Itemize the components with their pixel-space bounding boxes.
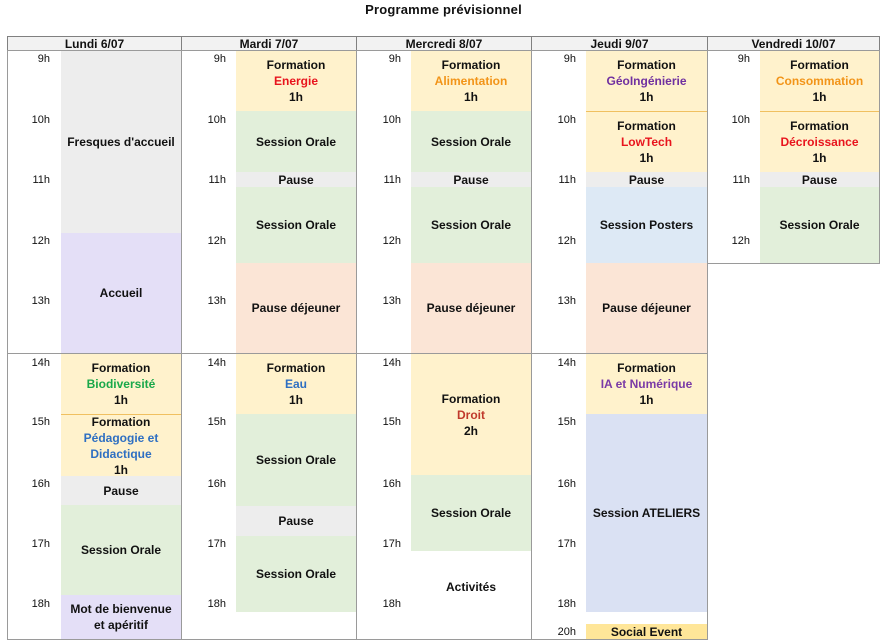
hour-label: 9h [388, 53, 401, 65]
event-session-orale: Session Orale [61, 505, 181, 595]
hour-label: 16h [557, 478, 576, 490]
hour-label: 10h [557, 114, 576, 126]
hour-label: 14h [557, 357, 576, 369]
event-pause-dejeuner: Pause déjeuner [411, 263, 531, 353]
hour-label: 17h [382, 538, 401, 550]
event-activites: Activités [445, 580, 497, 594]
event-formation-droit: Formation Droit 2h [411, 354, 531, 475]
event-pause-dejeuner: Pause déjeuner [586, 263, 707, 353]
hour-label: 17h [557, 538, 576, 550]
hour-label: 11h [32, 174, 50, 186]
hour-label: 13h [31, 295, 50, 307]
hour-label: 14h [207, 357, 226, 369]
day-header-wednesday: Mercredi 8/07 [356, 36, 532, 51]
hour-label: 17h [31, 538, 50, 550]
event-session-ateliers: Session ATELIERS [586, 414, 707, 612]
hour-label: 14h [382, 357, 401, 369]
hour-label: 12h [557, 235, 576, 247]
hour-label: 11h [383, 174, 401, 186]
event-session-orale: Session Orale [411, 475, 531, 551]
event-pause: Pause [236, 506, 356, 536]
event-formation-lowtech: Formation LowTech 1h [586, 111, 707, 172]
hour-label: 13h [557, 295, 576, 307]
event-session-orale: Session Orale [236, 414, 356, 506]
hour-label: 18h [207, 598, 226, 610]
event-accueil: Accueil [61, 233, 181, 353]
event-pause-dejeuner: Pause déjeuner [236, 263, 356, 353]
hour-label: 15h [382, 416, 401, 428]
hour-label: 11h [208, 174, 226, 186]
hour-label: 16h [207, 478, 226, 490]
hour-label: 10h [207, 114, 226, 126]
event-pause: Pause [586, 172, 707, 187]
event-session-orale: Session Orale [411, 187, 531, 263]
event-session-orale: Session Orale [236, 187, 356, 263]
page-title: Programme prévisionnel [365, 2, 522, 17]
day-header-thursday: Jeudi 9/07 [531, 36, 708, 51]
hour-label: 12h [731, 235, 750, 247]
event-formation-energie: Formation Energie 1h [236, 51, 356, 111]
event-session-orale: Session Orale [236, 536, 356, 612]
event-formation-consommation: Formation Consommation 1h [760, 51, 879, 111]
hour-label: 18h [382, 598, 401, 610]
hour-label: 12h [31, 235, 50, 247]
hour-label: 18h [31, 598, 50, 610]
hour-label: 13h [382, 295, 401, 307]
hour-label: 9h [737, 53, 750, 65]
hour-label: 15h [207, 416, 226, 428]
event-social-event: Social Event [586, 624, 707, 639]
hour-label: 15h [557, 416, 576, 428]
event-formation-eau: Formation Eau 1h [236, 354, 356, 414]
event-pause: Pause [61, 476, 181, 505]
event-fresques-accueil: Fresques d'accueil [61, 51, 181, 233]
hour-label: 9h [37, 53, 50, 65]
hour-label: 10h [382, 114, 401, 126]
event-session-orale: Session Orale [760, 187, 879, 263]
day-header-monday: Lundi 6/07 [7, 36, 182, 51]
hour-label: 12h [382, 235, 401, 247]
hour-label: 11h [558, 174, 576, 186]
hour-label: 20h [557, 626, 576, 638]
hour-label: 9h [563, 53, 576, 65]
hour-label: 9h [213, 53, 226, 65]
hour-label: 12h [207, 235, 226, 247]
event-session-posters: Session Posters [586, 187, 707, 263]
hour-label: 14h [31, 357, 50, 369]
event-session-orale: Session Orale [411, 111, 531, 172]
hour-label: 15h [31, 416, 50, 428]
event-mot-de-bienvenue: Mot de bienvenue et apéritif [61, 595, 181, 639]
event-formation-ia-numerique: Formation IA et Numérique 1h [586, 354, 707, 414]
event-pause: Pause [411, 172, 531, 187]
event-pause: Pause [760, 172, 879, 187]
event-formation-alimentation: Formation Alimentation 1h [411, 51, 531, 111]
event-formation-geoingenierie: Formation GéoIngénierie 1h [586, 51, 707, 111]
event-session-orale: Session Orale [236, 111, 356, 172]
hour-label: 10h [731, 114, 750, 126]
event-pause: Pause [236, 172, 356, 187]
hour-label: 10h [31, 114, 50, 126]
day-header-tuesday: Mardi 7/07 [181, 36, 357, 51]
hour-label: 17h [207, 538, 226, 550]
hour-label: 11h [732, 174, 750, 186]
event-formation-biodiversite: Formation Biodiversité 1h [61, 354, 181, 414]
hour-label: 16h [31, 478, 50, 490]
event-formation-pedagogie: Formation Pédagogie et Didactique 1h [61, 414, 181, 476]
hour-label: 18h [557, 598, 576, 610]
hour-label: 16h [382, 478, 401, 490]
day-header-friday: Vendredi 10/07 [707, 36, 880, 51]
event-formation-decroissance: Formation Décroissance 1h [760, 111, 879, 172]
hour-label: 13h [207, 295, 226, 307]
